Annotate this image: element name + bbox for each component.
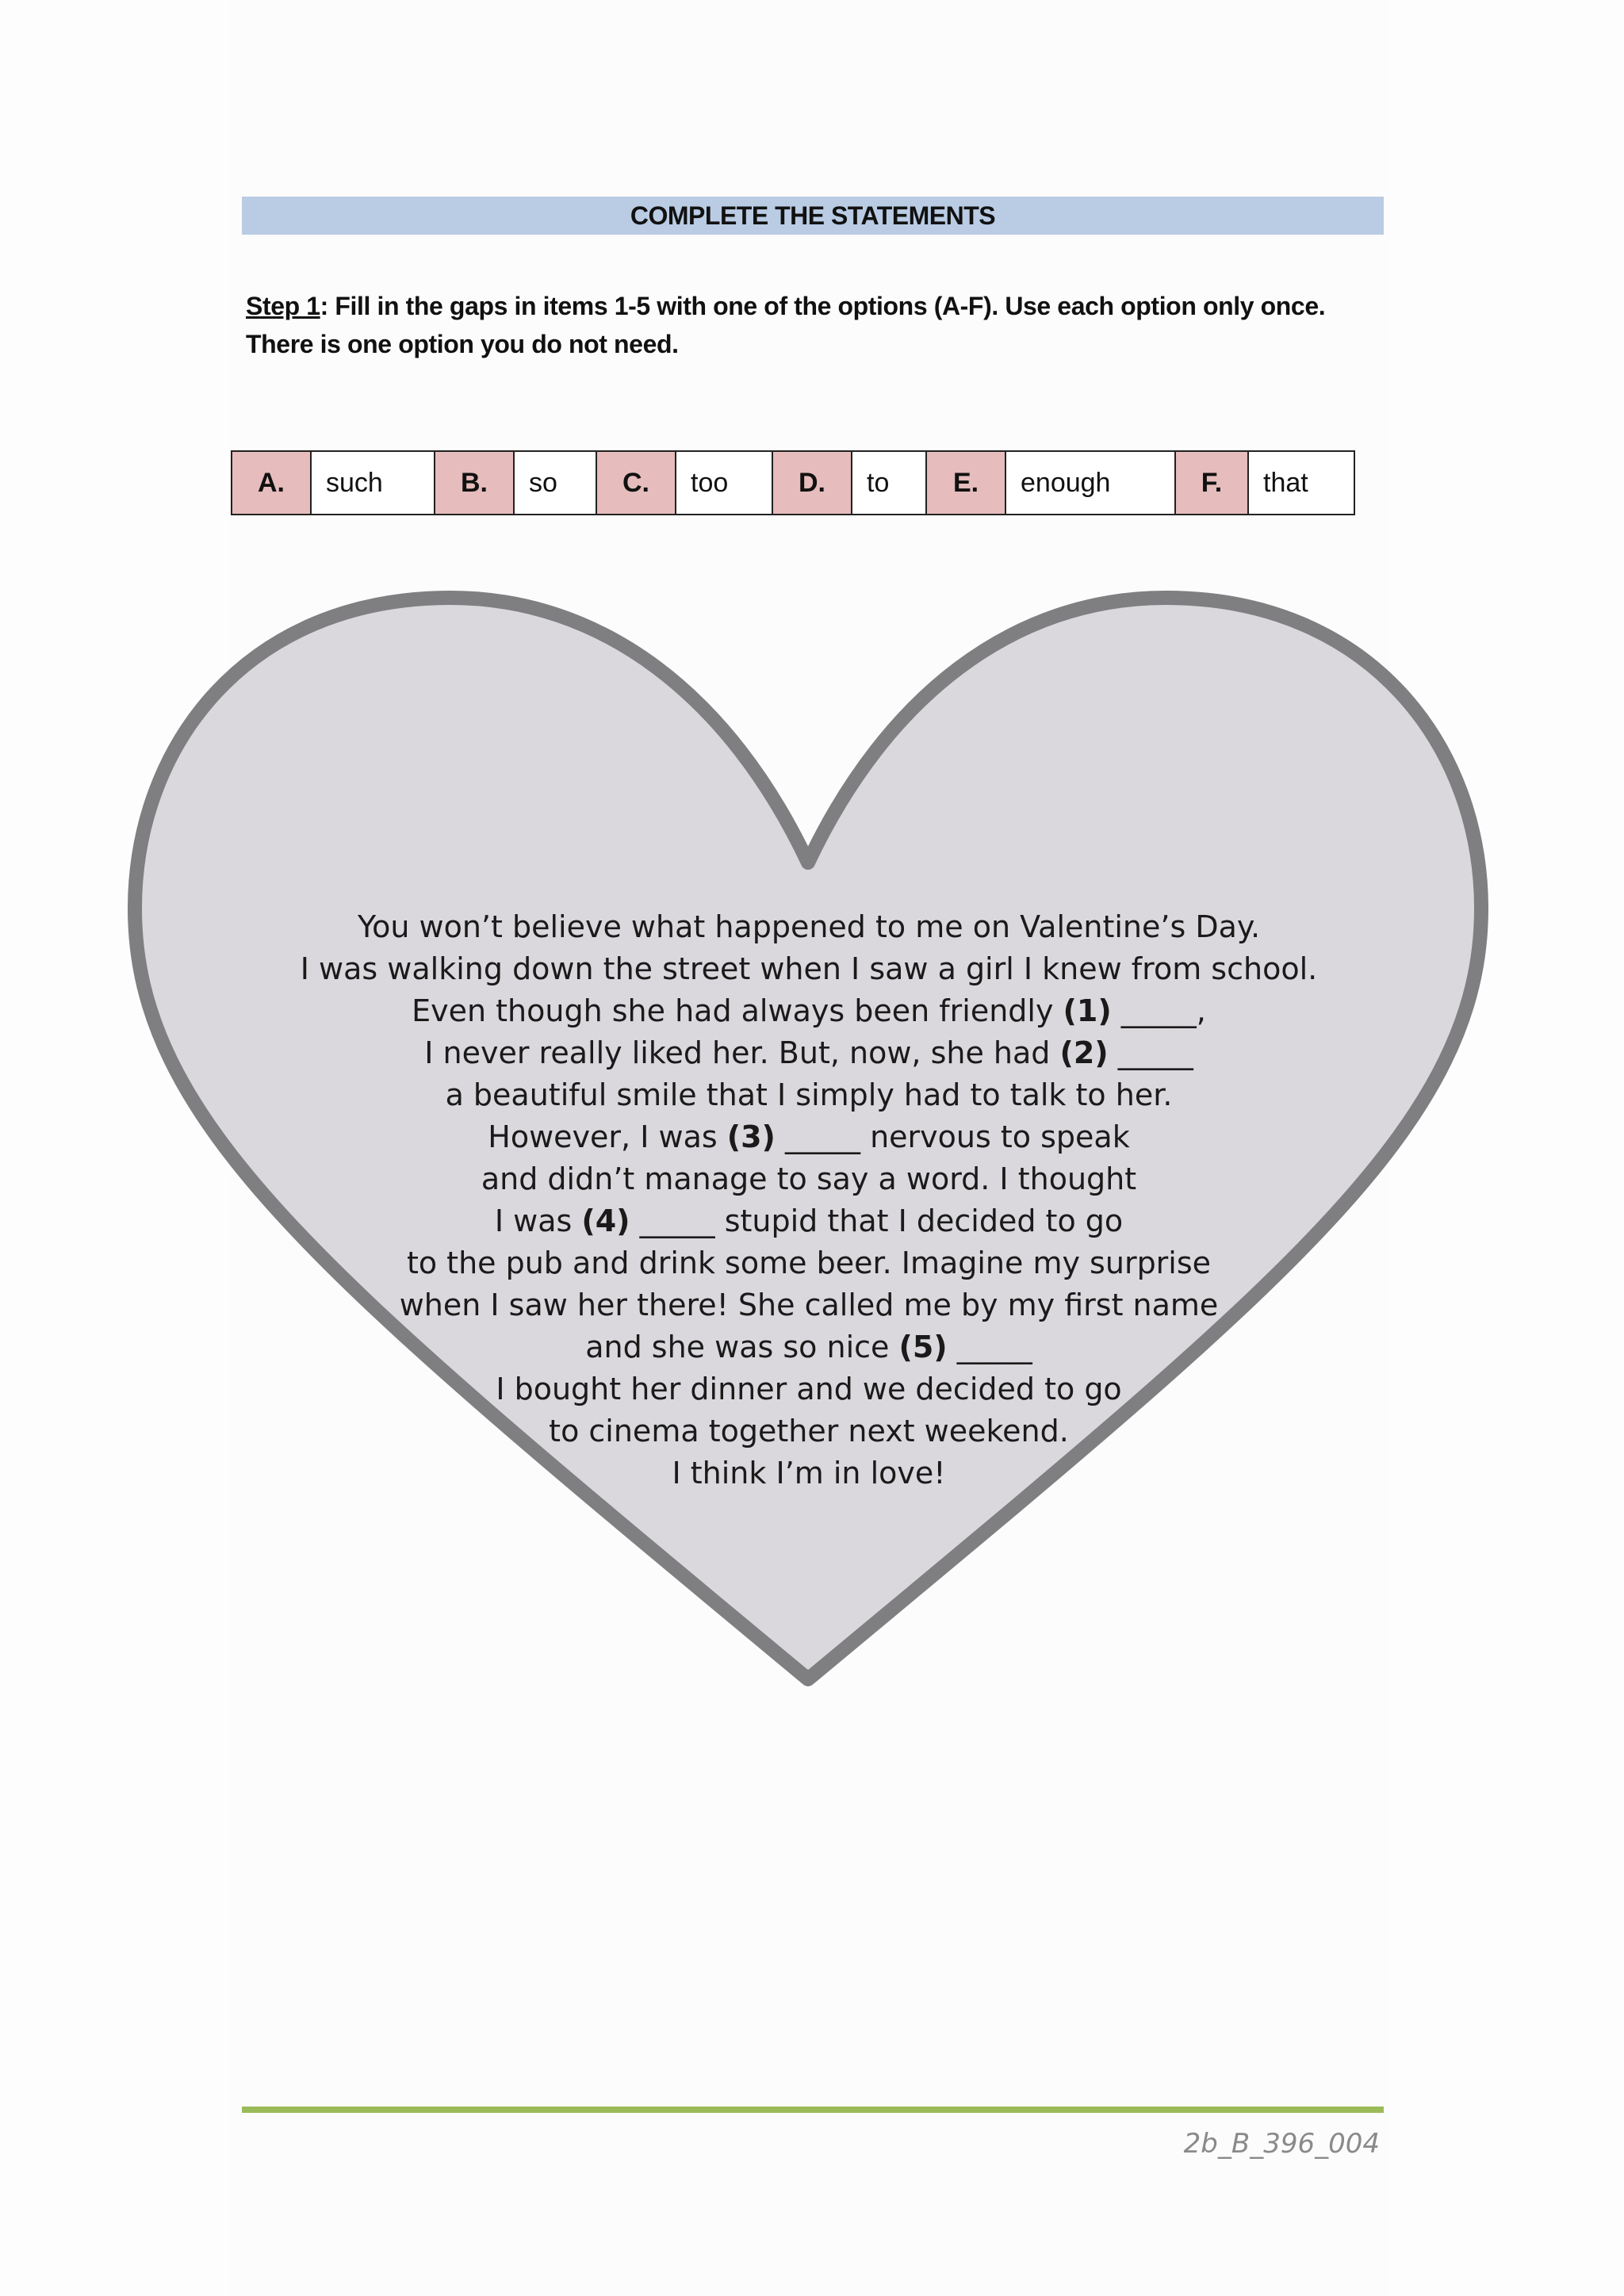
gap-2-marker: (2)	[1059, 1035, 1109, 1070]
option-word-a: such	[311, 451, 435, 515]
document-code: 2b_B_396_004	[1183, 2128, 1380, 2160]
passage-line: and she was so nice (5) _____	[585, 1330, 1032, 1364]
passage	[238, 906, 1380, 1494]
passage-line: Even though she had always been friendly (1) _____,	[412, 993, 1206, 1028]
instructions-text-line2: There is one option you do not need.	[246, 330, 679, 358]
page-title: COMPLETE THE STATEMENTS	[242, 197, 1384, 235]
option-letter-f: F.	[1175, 451, 1248, 515]
option-word-b: so	[514, 451, 596, 515]
passage-line: I was walking down the street when I saw a girl I knew from school.	[300, 951, 1318, 986]
option-letter-e: E.	[926, 451, 1005, 515]
passage-line: to cinema together next weekend.	[549, 1414, 1069, 1448]
gap-3-marker: (3)	[726, 1119, 776, 1154]
option-letter-d: D.	[772, 451, 852, 515]
footer-divider	[242, 2107, 1384, 2113]
gap-5-marker: (5)	[898, 1330, 948, 1364]
passage-line: and didn’t manage to say a word. I thought	[481, 1161, 1137, 1196]
passage-line: a beautiful smile that I simply had to talk to her.	[445, 1077, 1173, 1112]
option-word-f: that	[1248, 451, 1354, 515]
option-word-e: enough	[1005, 451, 1175, 515]
gap-1-marker: (1)	[1063, 993, 1112, 1028]
passage-line: I bought her dinner and we decided to go	[496, 1372, 1122, 1406]
passage-line: You won’t believe what happened to me on Valentine’s Day.	[357, 909, 1261, 944]
option-word-c: too	[676, 451, 772, 515]
gap-4-marker: (4)	[581, 1203, 630, 1238]
passage-line: when I saw her there! She called me by my first name	[399, 1288, 1219, 1322]
passage-line: I think I’m in love!	[672, 1456, 946, 1490]
passage-line: I never really liked her. But, now, she had (2) _____	[424, 1035, 1193, 1070]
instructions-text-line1: : Fill in the gaps in items 1-5 with one of the options (A-F). Use each option only once.	[320, 292, 1326, 320]
option-letter-a: A.	[232, 451, 311, 515]
passage-line: However, I was (3) _____ nervous to speak	[488, 1119, 1130, 1154]
passage-line: to the pub and drink some beer. Imagine my surprise	[406, 1246, 1212, 1280]
option-word-d: to	[852, 451, 926, 515]
step-label: Step 1	[246, 292, 320, 320]
option-letter-b: B.	[435, 451, 514, 515]
passage-line: I was (4) _____ stupid that I decided to go	[494, 1203, 1124, 1238]
option-letter-c: C.	[596, 451, 676, 515]
